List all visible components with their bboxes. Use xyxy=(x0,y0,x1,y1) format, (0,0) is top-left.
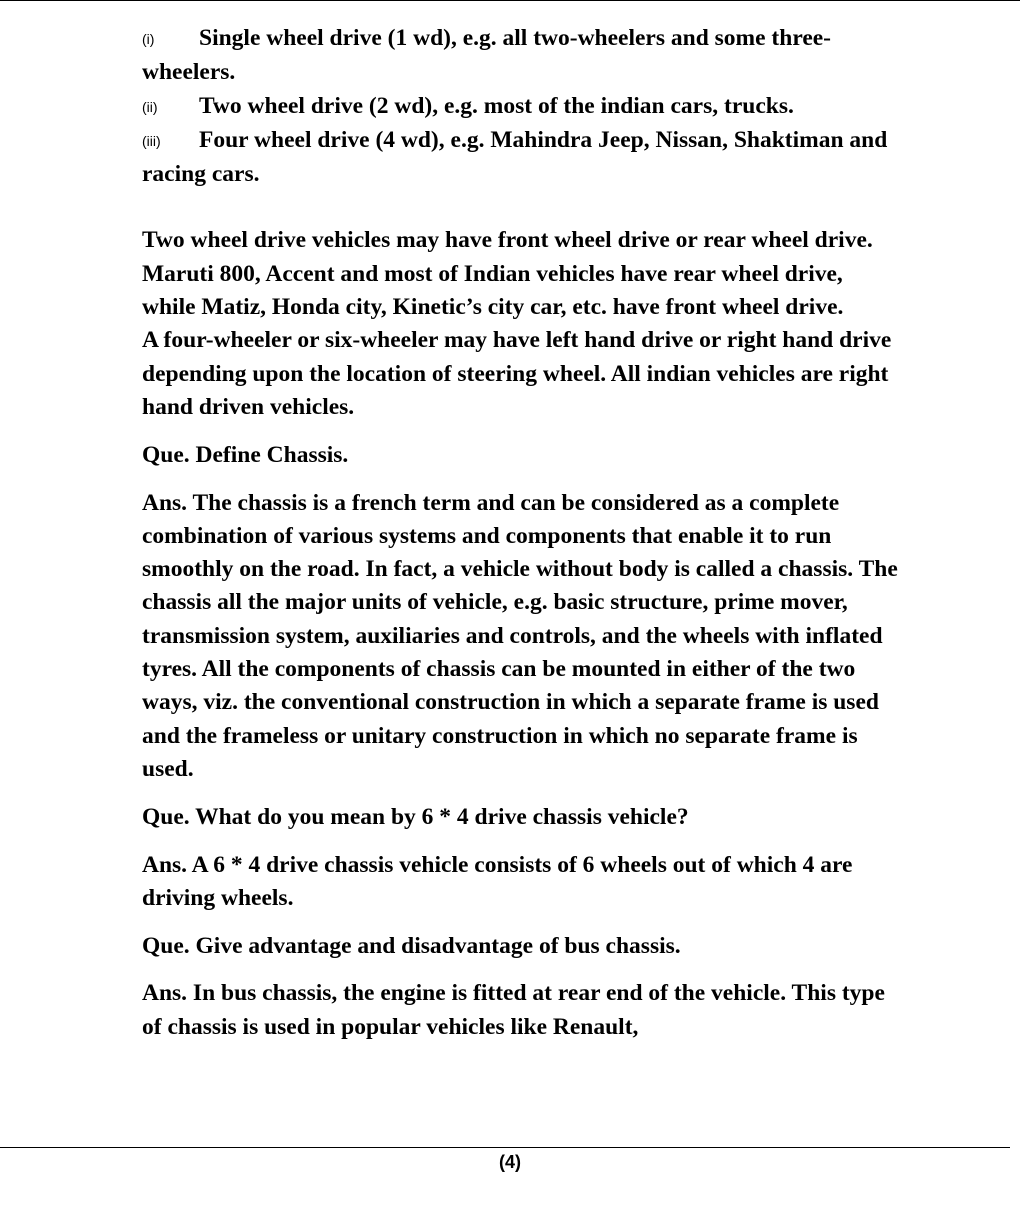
header-rule xyxy=(0,0,1020,1)
list-marker: (ii) xyxy=(142,98,158,115)
list-marker: (i) xyxy=(142,31,155,47)
answer-6x4-drive: Ans. A 6 * 4 drive chassis vehicle consists of 6 wheels out of which 4 are driving wheels. xyxy=(142,851,853,911)
question-bus-chassis: Que. Give advantage and disadvantage of bus chassis. xyxy=(142,932,681,959)
list-marker: (iii) xyxy=(142,132,161,149)
list-item-single-wheel-drive xyxy=(142,22,902,90)
list-item-four-wheel-drive xyxy=(142,124,902,192)
paragraph-hand-drive: A four-wheeler or six-wheeler may have left hand drive or right hand drive depending upon the location of steering wheel. All indian vehicles are right hand driven vehicles. xyxy=(142,327,892,420)
page-number: (4) xyxy=(499,1152,521,1172)
document-body xyxy=(142,22,902,1044)
list-item-text: Two wheel drive (2 wd), e.g. most of the indian cars, trucks. xyxy=(199,92,794,119)
question-6x4-drive: Que. What do you mean by 6 * 4 drive chassis vehicle? xyxy=(142,803,689,830)
question-define-chassis: Que. Define Chassis. xyxy=(142,441,349,468)
footer-rule xyxy=(0,1147,1010,1148)
list-item-text: Single wheel drive (1 wd), e.g. all two-wheelers and some three-wheelers. xyxy=(142,25,832,86)
answer-define-chassis: Ans. The chassis is a french term and can be considered as a complete combination of various systems and components that enable it to run smoothly on the road. In fact, a vehicle without body is called a chassis. The chassis all the major units of vehicle, e.g. basic structure, prime mover, transmission system, auxiliaries and controls, and the wheels with inflated tyres. All the components of chassis can be mounted in either of the two ways, viz. the conventional construction in which a separate frame is used and the frameless or unitary construction in which no separate frame is used. xyxy=(142,489,898,782)
list-item-two-wheel-drive xyxy=(142,90,902,124)
answer-bus-chassis: Ans. In bus chassis, the engine is fitted at rear end of the vehicle. This type of chassis is used in popular vehicles like Renault, xyxy=(142,980,885,1040)
list-item-text: Four wheel drive (4 wd), e.g. Mahindra Jeep, Nissan, Shaktiman and racing cars. xyxy=(142,126,888,188)
paragraph-drive-types: Two wheel drive vehicles may have front wheel drive or rear wheel drive. Maruti 800, Accent and most of Indian vehicles have rear wheel drive, while Matiz, Honda city, Kinetic’s city car, etc. have front wheel drive. xyxy=(142,227,873,321)
